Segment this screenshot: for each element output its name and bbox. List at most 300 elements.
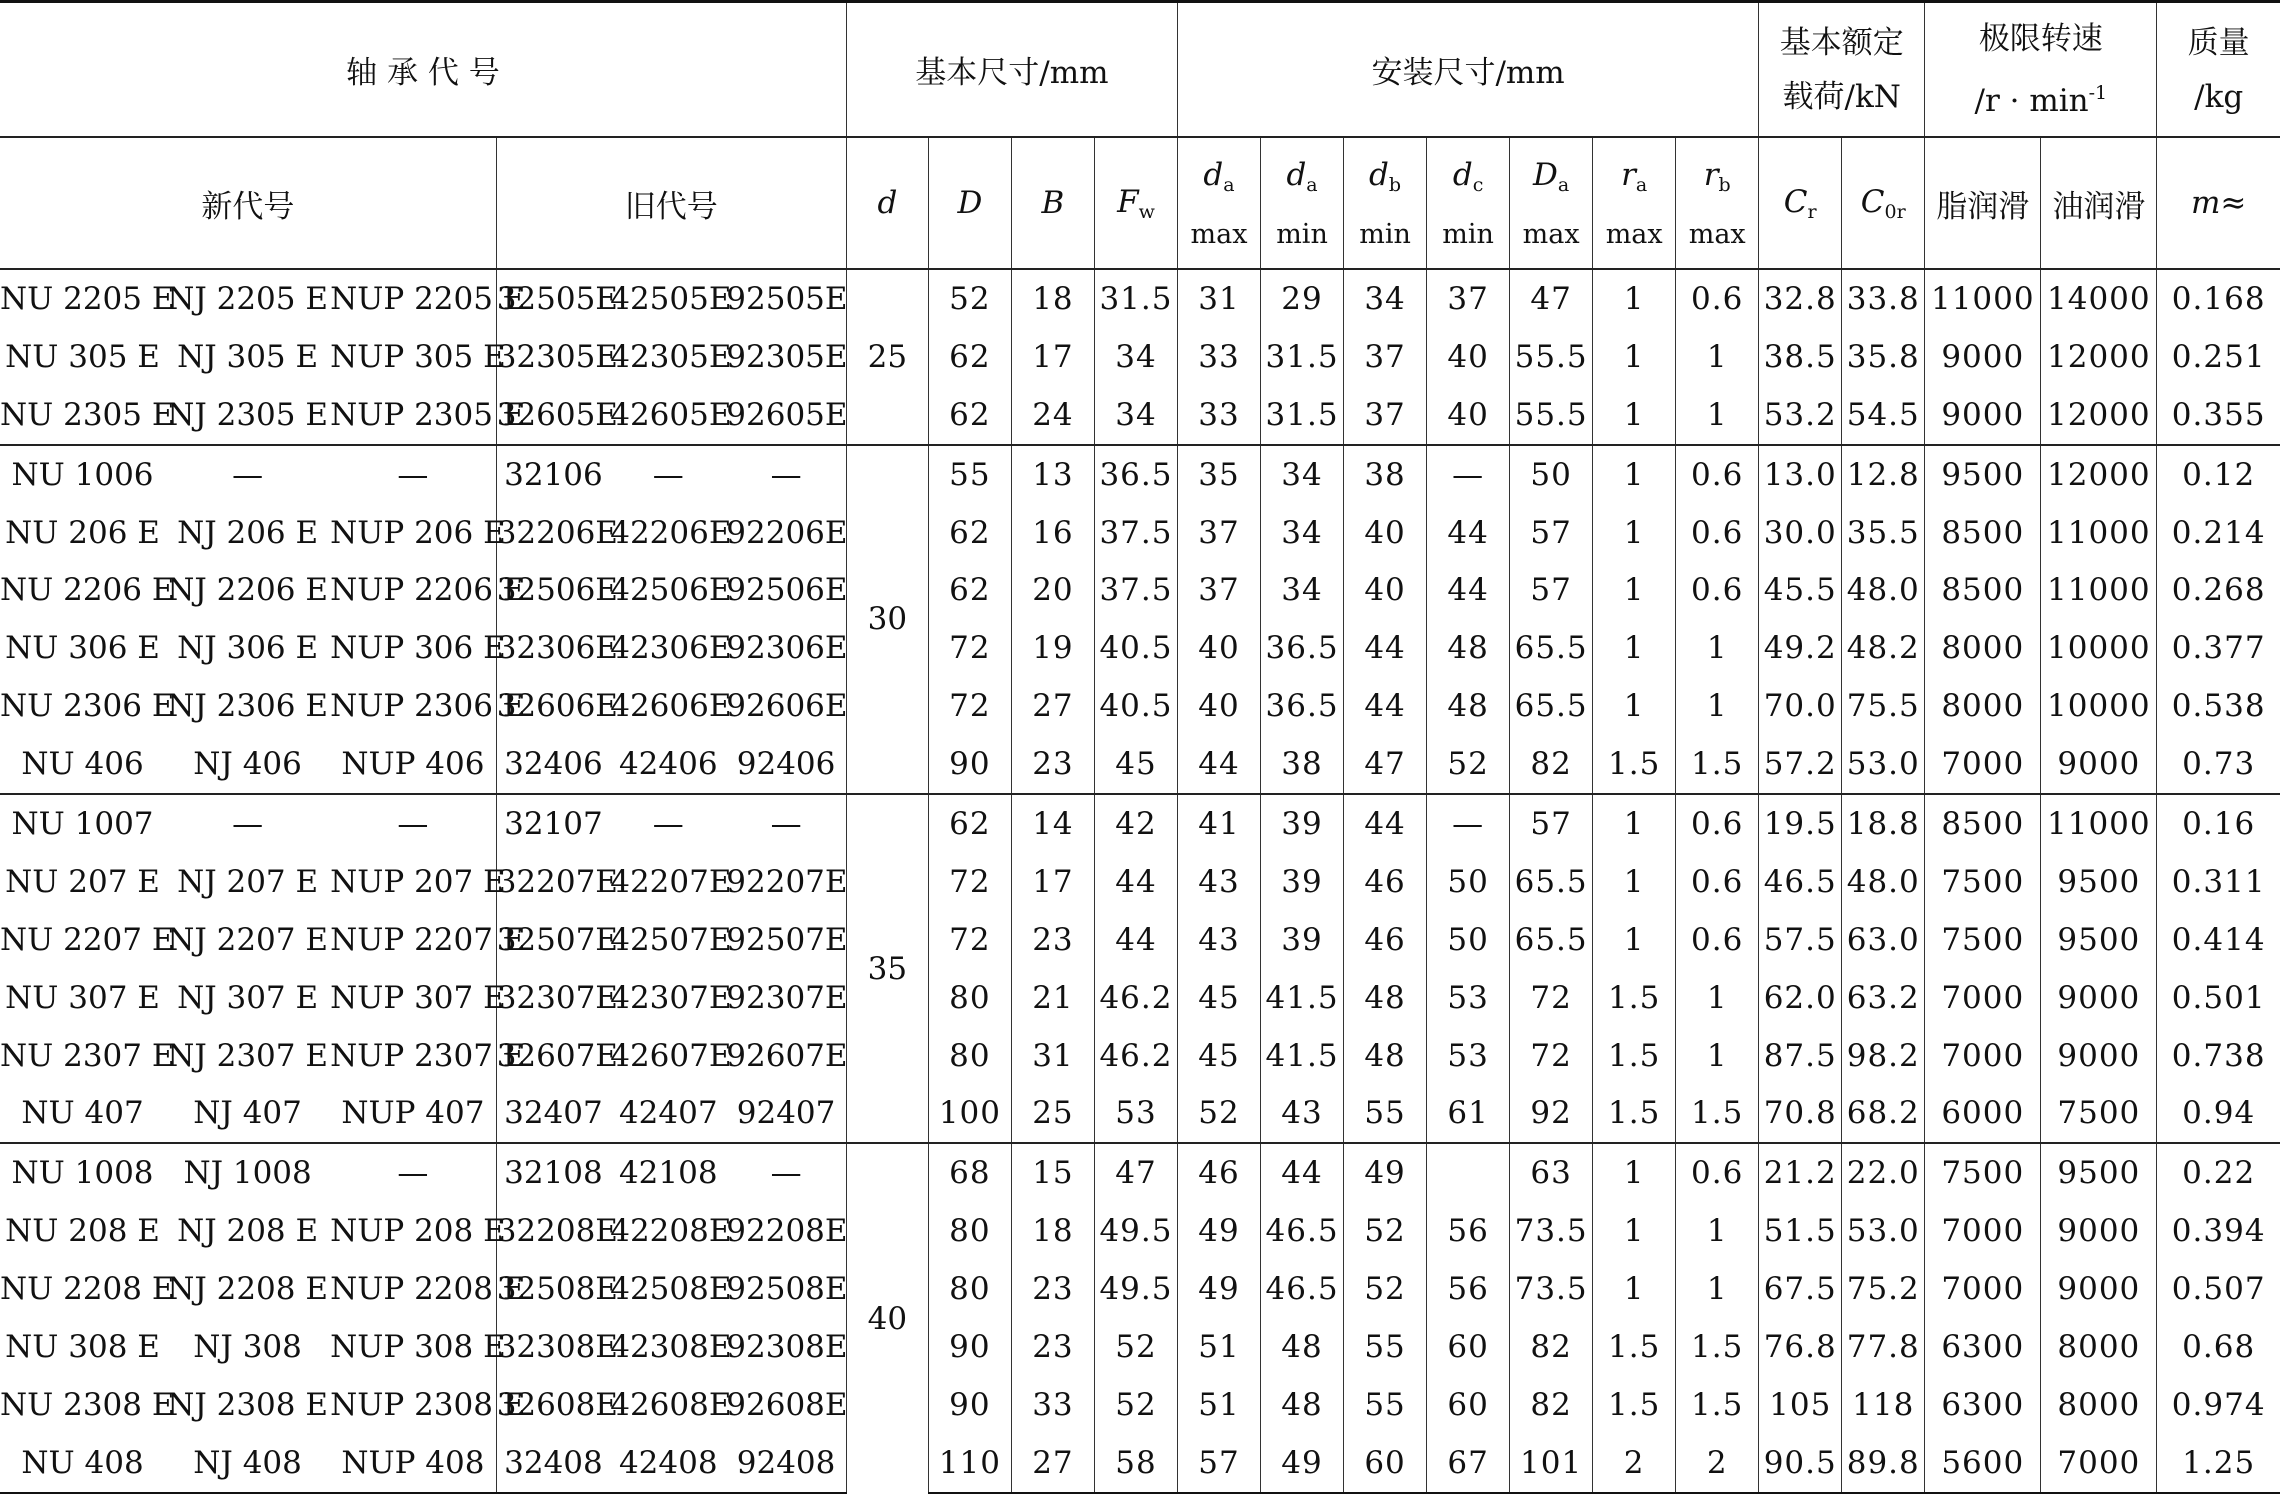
cell-dim-Fw: 37.5 bbox=[1094, 504, 1177, 562]
cell-da-min: 39 bbox=[1261, 911, 1344, 969]
cell-new-nj: NJ 308 bbox=[193, 1328, 302, 1365]
cell-new-nu: NU 407 bbox=[21, 1095, 144, 1132]
cell-new-nup: NUP 2308 E bbox=[330, 1386, 526, 1423]
cell-C0r: 63.0 bbox=[1842, 911, 1925, 969]
col-Da-max: $D_a$ max bbox=[1510, 137, 1593, 269]
cell-old-3: — bbox=[726, 794, 846, 853]
cell-db-min: 48 bbox=[1344, 1027, 1427, 1085]
cell-dim-B: 17 bbox=[1011, 853, 1094, 911]
cell-new-nu: NU 306 E bbox=[5, 630, 160, 667]
cell-Da-max: 55.5 bbox=[1510, 386, 1593, 445]
cell-speed-oil: 9000 bbox=[2041, 1260, 2157, 1318]
cell-new-nj: NJ 2307 E bbox=[167, 1037, 328, 1074]
cell-dim-D: 80 bbox=[928, 1202, 1011, 1260]
cell-Cr: 76.8 bbox=[1759, 1318, 1842, 1376]
cell-dim-B: 23 bbox=[1011, 911, 1094, 969]
cell-dim-D: 62 bbox=[928, 328, 1011, 386]
cell-db-min: 48 bbox=[1344, 969, 1427, 1027]
cell-Cr: 62.0 bbox=[1759, 969, 1842, 1027]
cell-da-max: 52 bbox=[1177, 1084, 1260, 1143]
header-mass: 质量 /kg bbox=[2157, 2, 2280, 138]
cell-da-max: 37 bbox=[1177, 504, 1260, 562]
cell-dim-D: 72 bbox=[928, 911, 1011, 969]
cell-old-1: 32306E bbox=[496, 619, 610, 677]
cell-new-nup: NUP 406 bbox=[341, 746, 485, 783]
cell-speed-oil: 10000 bbox=[2041, 619, 2157, 677]
cell-da-max: 45 bbox=[1177, 969, 1260, 1027]
cell-da-min: 39 bbox=[1261, 794, 1344, 853]
cell-old-3: 92507E bbox=[726, 921, 848, 958]
cell-Cr: 32.8 bbox=[1759, 269, 1842, 328]
header-new-code: 新代号 bbox=[0, 137, 496, 269]
cell-old-3: — bbox=[726, 445, 846, 504]
cell-old-1: 32408 bbox=[496, 1434, 610, 1493]
cell-dim-d: 35 bbox=[846, 794, 928, 1143]
cell-old-1: 32507E bbox=[496, 911, 610, 969]
cell-Cr: 53.2 bbox=[1759, 386, 1842, 445]
cell-old-1: 32505E bbox=[496, 269, 610, 328]
cell-dim-Fw: 52 bbox=[1094, 1318, 1177, 1376]
col-da-min: $d_a$ min bbox=[1261, 137, 1344, 269]
cell-dim-D: 72 bbox=[928, 677, 1011, 735]
cell-speed-grease: 6000 bbox=[1925, 1084, 2041, 1143]
cell-new-nu: NU 2208 E bbox=[0, 1271, 175, 1308]
cell-dim-Fw: 44 bbox=[1094, 853, 1177, 911]
cell-new-nu: NU 408 bbox=[0, 1434, 165, 1493]
cell-new-nj: — bbox=[165, 445, 330, 504]
table-row bbox=[0, 1260, 2280, 1318]
cell-old-1: 32406 bbox=[496, 735, 610, 794]
cell-speed-oil: 14000 bbox=[2041, 269, 2157, 328]
table-row bbox=[0, 794, 2280, 853]
cell-da-max: 33 bbox=[1177, 328, 1260, 386]
cell-new-nj: NJ 2305 E bbox=[167, 396, 328, 433]
cell-dc-min: 60 bbox=[1427, 1318, 1510, 1376]
cell-C0r: 48.0 bbox=[1842, 853, 1925, 911]
cell-dim-D: 90 bbox=[928, 1376, 1011, 1434]
cell-old-2: 42306E bbox=[610, 630, 732, 667]
header-limit-speed: 极限转速 $/r \cdot \min^{-1}$ bbox=[1925, 2, 2157, 138]
cell-new-nj: — bbox=[165, 794, 330, 853]
cell-new-nup: NUP 2307 E bbox=[330, 1037, 526, 1074]
cell-mass: 0.414 bbox=[2157, 911, 2280, 969]
cell-C0r: 35.5 bbox=[1842, 504, 1925, 562]
table-row bbox=[0, 328, 2280, 386]
cell-new-nj: NJ 2206 E bbox=[167, 572, 328, 609]
cell-da-max: 49 bbox=[1177, 1260, 1260, 1318]
header-installation-dimensions: 安装尺寸/mm bbox=[1177, 2, 1758, 138]
cell-dim-B: 18 bbox=[1011, 269, 1094, 328]
cell-da-max: 31 bbox=[1177, 269, 1260, 328]
cell-da-min: 48 bbox=[1261, 1318, 1344, 1376]
cell-dim-B: 21 bbox=[1011, 969, 1094, 1027]
cell-dim-d: 30 bbox=[846, 445, 928, 794]
cell-da-max: 43 bbox=[1177, 911, 1260, 969]
cell-old-1: 32108 bbox=[496, 1143, 610, 1202]
cell-speed-grease: 9000 bbox=[1925, 386, 2041, 445]
cell-dim-B: 23 bbox=[1011, 1318, 1094, 1376]
cell-Cr: 70.0 bbox=[1759, 677, 1842, 735]
cell-dc-min: 50 bbox=[1427, 911, 1510, 969]
cell-dim-D: 80 bbox=[928, 1260, 1011, 1318]
table-row bbox=[0, 1084, 2280, 1143]
cell-ra-max: 1 bbox=[1593, 386, 1676, 445]
table-row bbox=[0, 1027, 2280, 1085]
cell-speed-oil: 9500 bbox=[2041, 911, 2157, 969]
cell-da-max: 40 bbox=[1177, 677, 1260, 735]
cell-dc-min: 56 bbox=[1427, 1260, 1510, 1318]
cell-speed-oil: 9500 bbox=[2041, 1143, 2157, 1202]
cell-speed-grease: 5600 bbox=[1925, 1434, 2041, 1493]
cell-Cr: 19.5 bbox=[1759, 794, 1842, 853]
cell-new-nu: NU 2305 E bbox=[0, 396, 175, 433]
cell-da-min: 43 bbox=[1261, 1084, 1344, 1143]
cell-da-min: 34 bbox=[1261, 445, 1344, 504]
cell-new-nu: NU 208 E bbox=[5, 1213, 160, 1250]
cell-C0r: 98.2 bbox=[1842, 1027, 1925, 1085]
cell-dim-Fw: 47 bbox=[1094, 1143, 1177, 1202]
cell-dc-min: 53 bbox=[1427, 1027, 1510, 1085]
cell-old-2: 42507E bbox=[610, 921, 732, 958]
cell-Da-max: 65.5 bbox=[1510, 911, 1593, 969]
cell-C0r: 68.2 bbox=[1842, 1084, 1925, 1143]
cell-old-1: 32605E bbox=[496, 386, 610, 445]
cell-dim-Fw: 46.2 bbox=[1094, 1027, 1177, 1085]
cell-old-1: 32308E bbox=[496, 1318, 610, 1376]
cell-Da-max: 57 bbox=[1510, 561, 1593, 619]
cell-speed-oil: 11000 bbox=[2041, 561, 2157, 619]
cell-Cr: 57.2 bbox=[1759, 735, 1842, 794]
header-basic-dimensions: 基本尺寸/mm bbox=[846, 2, 1177, 138]
cell-Da-max: 50 bbox=[1510, 445, 1593, 504]
cell-dim-Fw: 52 bbox=[1094, 1376, 1177, 1434]
cell-new-nup: NUP 308 E bbox=[330, 1328, 506, 1365]
cell-mass: 0.68 bbox=[2157, 1318, 2280, 1376]
cell-new-nup: — bbox=[330, 794, 496, 853]
cell-speed-oil: 9000 bbox=[2041, 1202, 2157, 1260]
cell-mass: 0.73 bbox=[2157, 735, 2280, 794]
cell-old-2: 42608E bbox=[610, 1386, 732, 1423]
col-da-max: $d_a$ max bbox=[1177, 137, 1260, 269]
cell-new-nu: NU 207 E bbox=[5, 863, 160, 900]
cell-dc-min: 61 bbox=[1427, 1084, 1510, 1143]
cell-dc-min: 40 bbox=[1427, 328, 1510, 386]
cell-ra-max: 1 bbox=[1593, 445, 1676, 504]
cell-db-min: 55 bbox=[1344, 1318, 1427, 1376]
cell-new-nj: NJ 2205 E bbox=[167, 280, 328, 317]
cell-old-2: 42206E bbox=[610, 514, 732, 551]
cell-mass: 0.214 bbox=[2157, 504, 2280, 562]
cell-mass: 1.25 bbox=[2157, 1434, 2280, 1493]
cell-old-1: 32607E bbox=[496, 1027, 610, 1085]
cell-da-min: 31.5 bbox=[1261, 386, 1344, 445]
cell-rb-max: 1.5 bbox=[1676, 1318, 1759, 1376]
cell-old-3: 92607E bbox=[726, 1037, 848, 1074]
cell-ra-max: 1.5 bbox=[1593, 1318, 1676, 1376]
cell-mass: 0.738 bbox=[2157, 1027, 2280, 1085]
cell-Da-max: 72 bbox=[1510, 1027, 1593, 1085]
cell-rb-max: 1 bbox=[1676, 386, 1759, 445]
cell-db-min: 60 bbox=[1344, 1434, 1427, 1493]
cell-speed-oil: 9000 bbox=[2041, 735, 2157, 794]
header-bearing-code: 轴 承 代 号 bbox=[0, 2, 846, 138]
cell-old-2: 42505E bbox=[610, 280, 732, 317]
cell-ra-max: 1 bbox=[1593, 853, 1676, 911]
cell-speed-grease: 7000 bbox=[1925, 969, 2041, 1027]
cell-new-nj: NJ 407 bbox=[193, 1095, 302, 1132]
cell-dc-min: 53 bbox=[1427, 969, 1510, 1027]
cell-dim-B: 31 bbox=[1011, 1027, 1094, 1085]
cell-db-min: 55 bbox=[1344, 1376, 1427, 1434]
cell-Cr: 13.0 bbox=[1759, 445, 1842, 504]
cell-speed-grease: 8500 bbox=[1925, 504, 2041, 562]
cell-dc-min: 44 bbox=[1427, 504, 1510, 562]
cell-old-3: 92206E bbox=[726, 514, 848, 551]
cell-old-2: 42307E bbox=[610, 979, 732, 1016]
cell-speed-oil: 12000 bbox=[2041, 445, 2157, 504]
cell-dim-B: 14 bbox=[1011, 794, 1094, 853]
cell-old-2: 42407 bbox=[618, 1095, 718, 1132]
cell-old-2: 42305E bbox=[610, 338, 732, 375]
cell-new-nu: NU 2306 E bbox=[0, 688, 175, 725]
cell-dim-D: 72 bbox=[928, 619, 1011, 677]
table-row bbox=[0, 969, 2280, 1027]
cell-speed-oil: 12000 bbox=[2041, 328, 2157, 386]
cell-db-min: 38 bbox=[1344, 445, 1427, 504]
cell-da-min: 46.5 bbox=[1261, 1202, 1344, 1260]
cell-rb-max: 0.6 bbox=[1676, 853, 1759, 911]
cell-new-nj: NJ 2207 E bbox=[167, 921, 328, 958]
cell-new-nu: NU 2307 E bbox=[0, 1037, 175, 1074]
cell-dim-D: 55 bbox=[928, 445, 1011, 504]
cell-ra-max: 1 bbox=[1593, 1260, 1676, 1318]
cell-dim-D: 80 bbox=[928, 969, 1011, 1027]
table-row bbox=[0, 1202, 2280, 1260]
cell-rb-max: 1 bbox=[1676, 1027, 1759, 1085]
cell-dim-Fw: 49.5 bbox=[1094, 1202, 1177, 1260]
col-oil: 油润滑 bbox=[2041, 137, 2157, 269]
cell-rb-max: 0.6 bbox=[1676, 445, 1759, 504]
cell-C0r: 75.5 bbox=[1842, 677, 1925, 735]
cell-db-min: 49 bbox=[1344, 1143, 1427, 1202]
cell-new-nup: NUP 305 E bbox=[330, 338, 506, 375]
cell-speed-oil: 9000 bbox=[2041, 1027, 2157, 1085]
cell-speed-oil: 7000 bbox=[2041, 1434, 2157, 1493]
cell-speed-grease: 6300 bbox=[1925, 1376, 2041, 1434]
cell-old-2: 42108 bbox=[610, 1143, 726, 1202]
cell-dim-Fw: 46.2 bbox=[1094, 969, 1177, 1027]
cell-speed-oil: 9000 bbox=[2041, 969, 2157, 1027]
cell-new-nup: NUP 206 E bbox=[330, 514, 506, 551]
cell-C0r: 53.0 bbox=[1842, 1202, 1925, 1260]
cell-rb-max: 0.6 bbox=[1676, 561, 1759, 619]
cell-dim-Fw: 49.5 bbox=[1094, 1260, 1177, 1318]
cell-ra-max: 1 bbox=[1593, 269, 1676, 328]
cell-Cr: 87.5 bbox=[1759, 1027, 1842, 1085]
cell-C0r: 12.8 bbox=[1842, 445, 1925, 504]
cell-da-min: 36.5 bbox=[1261, 677, 1344, 735]
cell-new-nup: — bbox=[330, 1143, 496, 1202]
cell-new-nup: NUP 208 E bbox=[330, 1213, 506, 1250]
cell-mass: 0.168 bbox=[2157, 269, 2280, 328]
cell-Da-max: 65.5 bbox=[1510, 853, 1593, 911]
cell-old-2: 42207E bbox=[610, 863, 732, 900]
cell-dim-B: 27 bbox=[1011, 1434, 1094, 1493]
cell-da-max: 35 bbox=[1177, 445, 1260, 504]
cell-mass: 0.974 bbox=[2157, 1376, 2280, 1434]
cell-new-nup: NUP 2208 E bbox=[330, 1271, 526, 1308]
cell-da-max: 57 bbox=[1177, 1434, 1260, 1493]
cell-Da-max: 82 bbox=[1510, 1376, 1593, 1434]
cell-da-min: 41.5 bbox=[1261, 969, 1344, 1027]
cell-C0r: 33.8 bbox=[1842, 269, 1925, 328]
cell-old-3: 92408 bbox=[726, 1434, 846, 1493]
cell-new-nup: — bbox=[330, 445, 496, 504]
cell-speed-grease: 7000 bbox=[1925, 735, 2041, 794]
cell-Cr: 46.5 bbox=[1759, 853, 1842, 911]
cell-dim-D: 52 bbox=[928, 269, 1011, 328]
cell-ra-max: 1 bbox=[1593, 504, 1676, 562]
cell-mass: 0.394 bbox=[2157, 1202, 2280, 1260]
cell-new-nj: NJ 406 bbox=[193, 746, 302, 783]
cell-Cr: 70.8 bbox=[1759, 1084, 1842, 1143]
cell-old-3: 92505E bbox=[726, 280, 848, 317]
table-row bbox=[0, 269, 2280, 328]
cell-mass: 0.311 bbox=[2157, 853, 2280, 911]
cell-dc-min: 50 bbox=[1427, 853, 1510, 911]
cell-speed-grease: 7000 bbox=[1925, 1027, 2041, 1085]
cell-mass: 0.16 bbox=[2157, 794, 2280, 853]
cell-new-nj: NJ 307 E bbox=[177, 979, 319, 1016]
cell-Cr: 21.2 bbox=[1759, 1143, 1842, 1202]
table-row bbox=[0, 1434, 2280, 1493]
cell-speed-oil: 7500 bbox=[2041, 1084, 2157, 1143]
cell-dim-B: 16 bbox=[1011, 504, 1094, 562]
cell-rb-max: 1 bbox=[1676, 969, 1759, 1027]
cell-speed-grease: 7500 bbox=[1925, 853, 2041, 911]
cell-new-nu: NU 308 E bbox=[5, 1328, 160, 1365]
cell-old-2: 42605E bbox=[610, 396, 732, 433]
cell-speed-grease: 7000 bbox=[1925, 1202, 2041, 1260]
cell-old-1: 32608E bbox=[496, 1376, 610, 1434]
cell-C0r: 18.8 bbox=[1842, 794, 1925, 853]
cell-dim-Fw: 36.5 bbox=[1094, 445, 1177, 504]
cell-old-1: 32506E bbox=[496, 561, 610, 619]
cell-old-1: 32207E bbox=[496, 853, 610, 911]
cell-da-min: 39 bbox=[1261, 853, 1344, 911]
cell-da-min: 36.5 bbox=[1261, 619, 1344, 677]
cell-Cr: 67.5 bbox=[1759, 1260, 1842, 1318]
table-row bbox=[0, 853, 2280, 911]
cell-old-2: — bbox=[610, 794, 726, 853]
cell-dim-d: 40 bbox=[846, 1143, 928, 1492]
col-dc-min: $d_c$ min bbox=[1427, 137, 1510, 269]
cell-old-3: — bbox=[726, 1143, 846, 1202]
cell-dim-D: 62 bbox=[928, 794, 1011, 853]
cell-mass: 0.268 bbox=[2157, 561, 2280, 619]
cell-rb-max: 1.5 bbox=[1676, 1084, 1759, 1143]
cell-dc-min: 48 bbox=[1427, 619, 1510, 677]
cell-Da-max: 92 bbox=[1510, 1084, 1593, 1143]
cell-db-min: 55 bbox=[1344, 1084, 1427, 1143]
cell-new-nu: NU 206 E bbox=[5, 514, 160, 551]
cell-speed-grease: 8000 bbox=[1925, 619, 2041, 677]
cell-old-3: 92605E bbox=[726, 396, 848, 433]
cell-Da-max: 82 bbox=[1510, 1318, 1593, 1376]
cell-speed-grease: 11000 bbox=[1925, 269, 2041, 328]
cell-dc-min: 48 bbox=[1427, 677, 1510, 735]
table-row bbox=[0, 1318, 2280, 1376]
cell-Da-max: 82 bbox=[1510, 735, 1593, 794]
col-ra-max: $r_a$ max bbox=[1593, 137, 1676, 269]
cell-da-max: 46 bbox=[1177, 1143, 1260, 1202]
cell-new-nu: NU 307 E bbox=[5, 979, 160, 1016]
cell-old-1: 32206E bbox=[496, 504, 610, 562]
cell-da-max: 43 bbox=[1177, 853, 1260, 911]
cell-old-2: 42508E bbox=[610, 1271, 732, 1308]
cell-mass: 0.94 bbox=[2157, 1084, 2280, 1143]
cell-Da-max: 65.5 bbox=[1510, 677, 1593, 735]
cell-new-nup: NUP 307 E bbox=[330, 979, 506, 1016]
cell-speed-oil: 8000 bbox=[2041, 1318, 2157, 1376]
cell-speed-grease: 8000 bbox=[1925, 677, 2041, 735]
cell-dc-min: — bbox=[1427, 794, 1510, 853]
cell-ra-max: 1.5 bbox=[1593, 1027, 1676, 1085]
cell-new-nj: NJ 2308 E bbox=[167, 1386, 328, 1423]
cell-old-3: 92606E bbox=[726, 688, 848, 725]
cell-C0r: 35.8 bbox=[1842, 328, 1925, 386]
cell-ra-max: 1.5 bbox=[1593, 1084, 1676, 1143]
cell-db-min: 40 bbox=[1344, 504, 1427, 562]
cell-da-min: 31.5 bbox=[1261, 328, 1344, 386]
cell-old-3: 92306E bbox=[726, 630, 848, 667]
col-Fw: $F_w$ bbox=[1094, 137, 1177, 269]
table-row bbox=[0, 504, 2280, 562]
cell-Da-max: 72 bbox=[1510, 969, 1593, 1027]
table-row bbox=[0, 561, 2280, 619]
cell-dim-Fw: 34 bbox=[1094, 386, 1177, 445]
cell-speed-grease: 6300 bbox=[1925, 1318, 2041, 1376]
cell-Cr: 38.5 bbox=[1759, 328, 1842, 386]
cell-rb-max: 1.5 bbox=[1676, 1376, 1759, 1434]
cell-speed-grease: 8500 bbox=[1925, 794, 2041, 853]
cell-old-1: 32407 bbox=[496, 1084, 610, 1143]
cell-mass: 0.377 bbox=[2157, 619, 2280, 677]
cell-new-nup: NUP 407 bbox=[341, 1095, 485, 1132]
cell-da-min: 29 bbox=[1261, 269, 1344, 328]
cell-dim-Fw: 34 bbox=[1094, 328, 1177, 386]
cell-new-nj: NJ 306 E bbox=[177, 630, 319, 667]
cell-da-min: 44 bbox=[1261, 1143, 1344, 1202]
cell-speed-grease: 7500 bbox=[1925, 1143, 2041, 1202]
cell-mass: 0.355 bbox=[2157, 386, 2280, 445]
cell-dim-D: 62 bbox=[928, 504, 1011, 562]
cell-new-nup: NUP 2306 E bbox=[330, 688, 526, 725]
cell-C0r: 77.8 bbox=[1842, 1318, 1925, 1376]
cell-old-1: 32208E bbox=[496, 1202, 610, 1260]
cell-new-nj: NJ 305 E bbox=[177, 338, 319, 375]
cell-Da-max: 73.5 bbox=[1510, 1260, 1593, 1318]
cell-new-nu: NU 2207 E bbox=[0, 921, 175, 958]
cell-dim-D: 62 bbox=[928, 561, 1011, 619]
cell-old-3: 92207E bbox=[726, 863, 848, 900]
cell-ra-max: 1 bbox=[1593, 677, 1676, 735]
cell-new-nu: NU 406 bbox=[21, 746, 144, 783]
table-body bbox=[0, 269, 2280, 1493]
cell-C0r: 53.0 bbox=[1842, 735, 1925, 794]
cell-rb-max: 1 bbox=[1676, 1260, 1759, 1318]
cell-new-nu: NU 305 E bbox=[5, 338, 160, 375]
